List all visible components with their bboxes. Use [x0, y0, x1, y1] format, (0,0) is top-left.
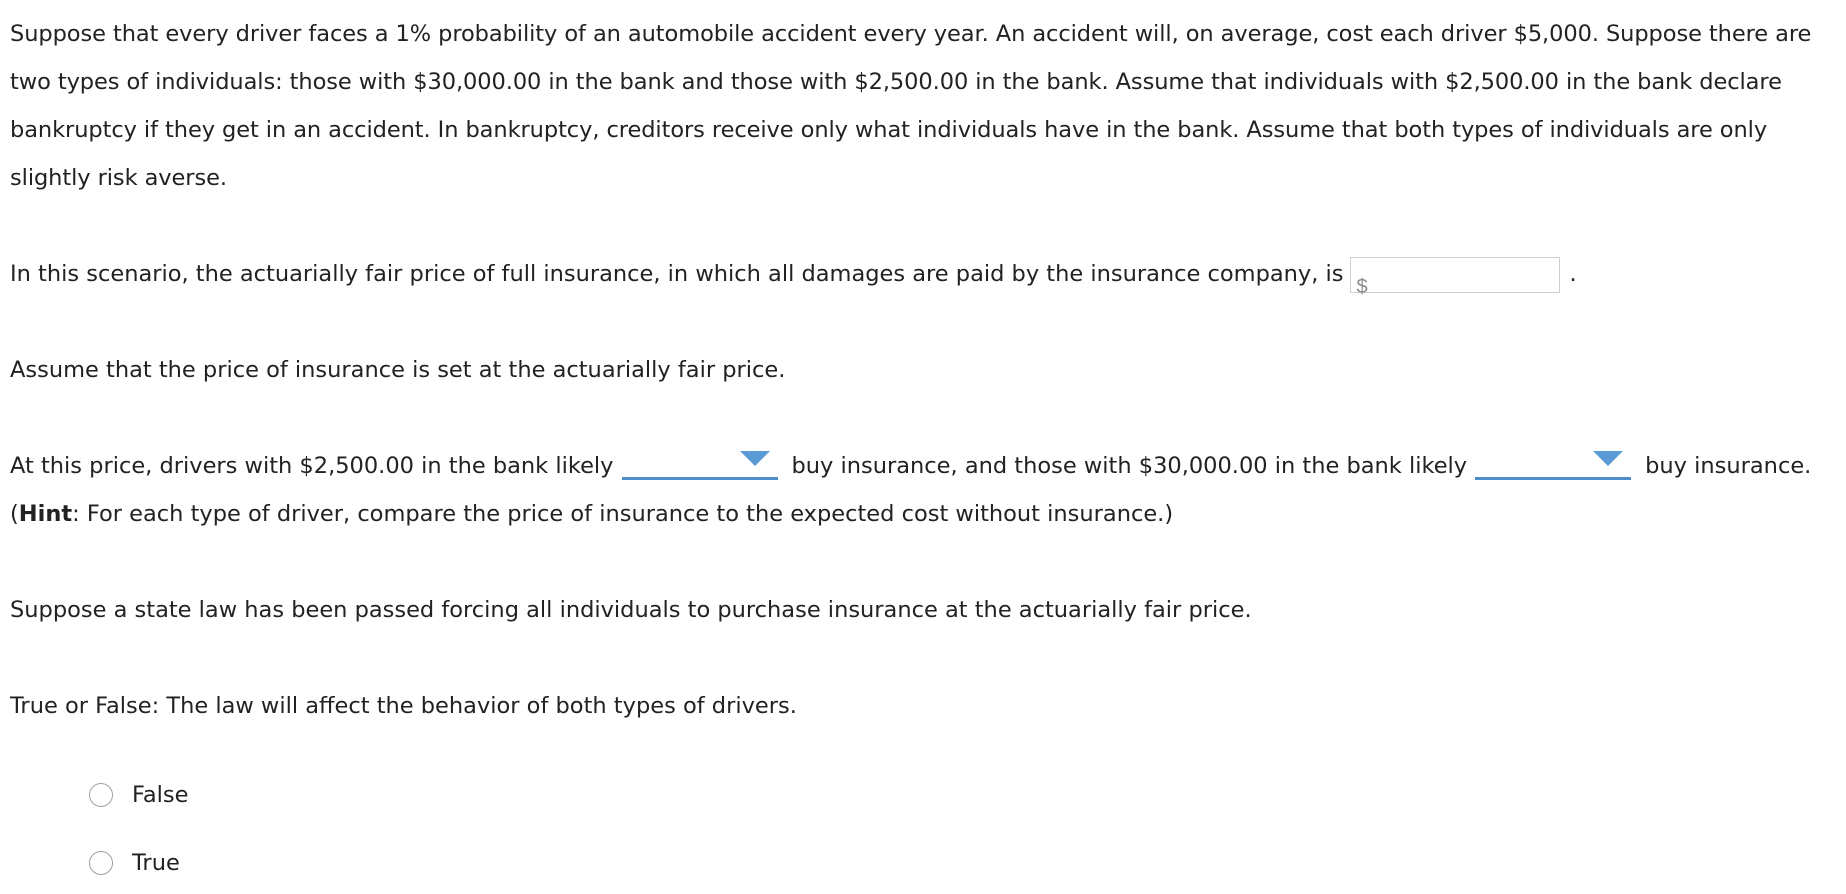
true-false-question: True or False: The law will affect the behavior of both types of drivers.: [10, 693, 797, 719]
dollar-sign-label: $: [1356, 275, 1368, 298]
true-false-options: [89, 772, 1836, 886]
option-true-label: True: [132, 850, 180, 876]
question-fair-price: [10, 250, 1836, 298]
fair-price-answer-box[interactable]: [1350, 257, 1560, 298]
question-buy-insurance: [10, 442, 1836, 538]
dropdown-arrow-icon: [740, 451, 770, 466]
fair-price-prompt: In this scenario, the actuarially fair price of full insurance, in which all damages are paid by the insurance company, is: [10, 261, 1344, 287]
radio-button-true[interactable]: [89, 851, 113, 875]
buy-prompt-part3: buy insurance. (: [10, 453, 1812, 527]
buy-prompt-part2: buy insurance, and those with $30,000.00 in the bank likely: [791, 453, 1468, 479]
buy-prompt-part1: At this price, drivers with $2,500.00 in the bank likely: [10, 453, 614, 479]
hint-text: : For each type of driver, compare the price of insurance to the expected cost without insurance.): [72, 501, 1174, 527]
dropdown-arrow-icon: [1593, 451, 1623, 466]
low-balance-likely-dropdown[interactable]: [622, 447, 778, 480]
option-false[interactable]: [89, 772, 1836, 818]
hint-label: Hint: [18, 501, 73, 527]
high-balance-likely-dropdown[interactable]: [1475, 447, 1631, 480]
fair-price-period: .: [1569, 261, 1577, 287]
option-false-label: False: [132, 782, 189, 808]
intro-paragraph: Suppose that every driver faces a 1% probability of an automobile accident every year. An accident will, on average, cost each driver $5,000. Suppose there are two types of individuals: those with $30,000.00 in the bank and those with $2,500.00 in the bank. Assume that individuals with $2,500.00 in the bank declare bankruptcy if they get in an accident. In bankruptcy, creditors receive only what individuals have in the bank. Assume that both types of individuals are only slightly risk averse.: [10, 21, 1812, 191]
law-paragraph: Suppose a state law has been passed forcing all individuals to purchase insurance at the actuarially fair price.: [10, 597, 1252, 623]
fair-price-input[interactable]: [1371, 258, 1559, 294]
option-true[interactable]: [89, 840, 1836, 886]
radio-button-false[interactable]: [89, 783, 113, 807]
assumption-paragraph: Assume that the price of insurance is set at the actuarially fair price.: [10, 357, 786, 383]
